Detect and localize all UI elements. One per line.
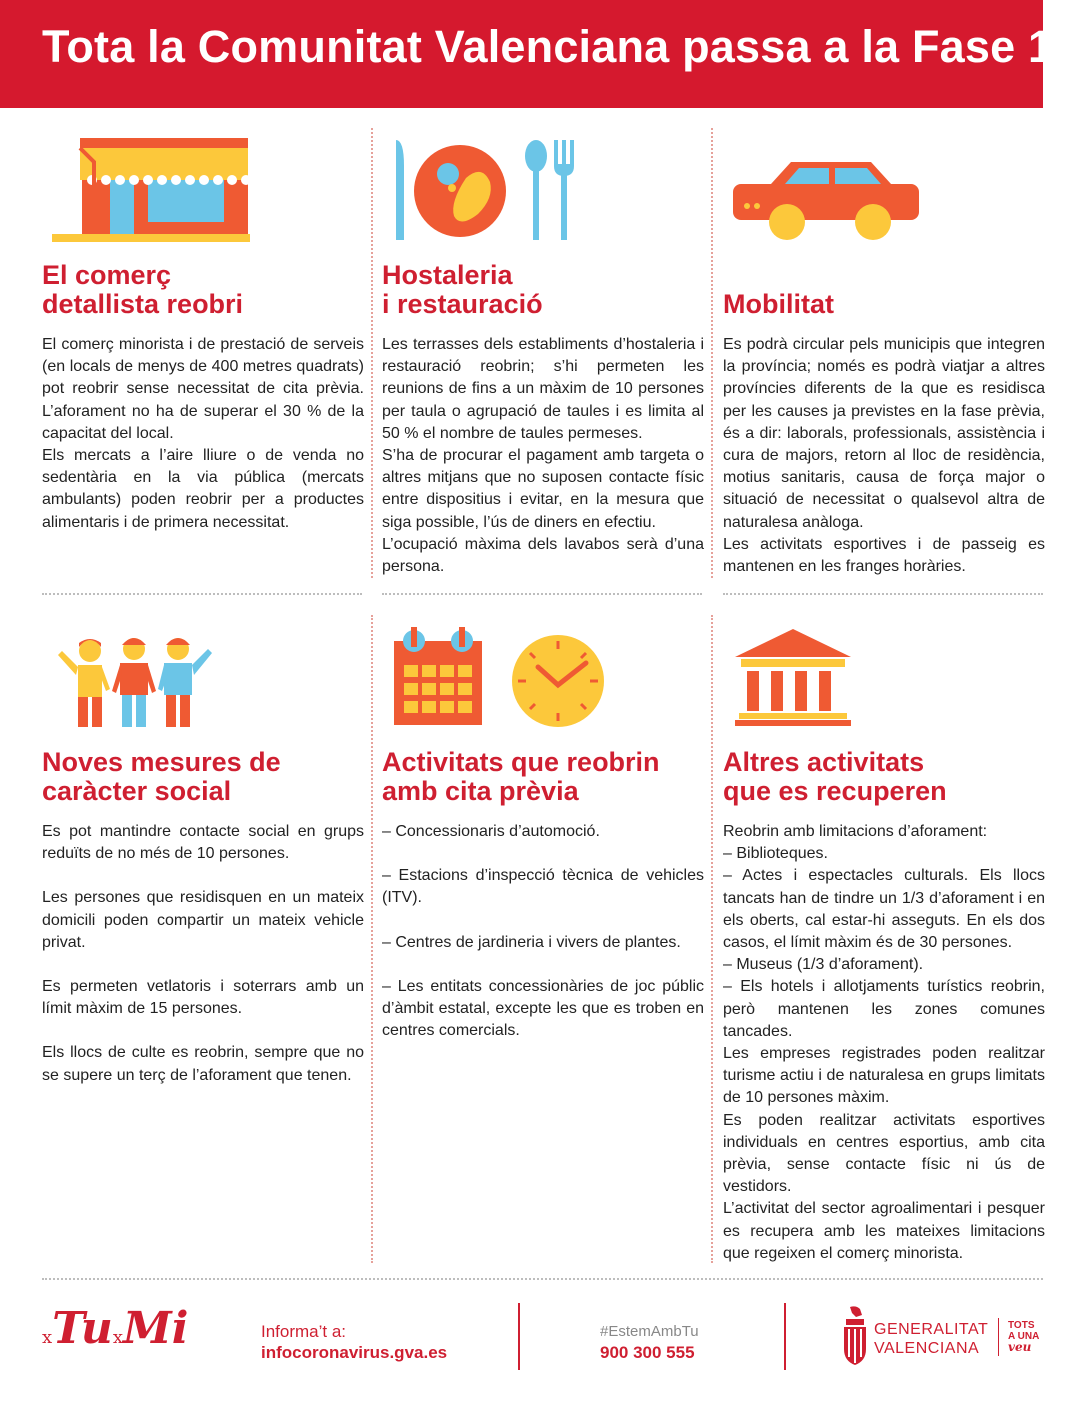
- generalitat-wordmark: [874, 1320, 988, 1358]
- row-divider: [382, 593, 702, 595]
- tots-line: TOTS: [1008, 1320, 1035, 1331]
- title-line: Altres activitats: [723, 747, 925, 777]
- gva-line: GENERALITAT: [874, 1321, 989, 1338]
- title-line: El comerç: [42, 260, 172, 290]
- paragraph: L’ocupació màxima dels lavabos serà d’una persona.: [382, 535, 704, 576]
- section-social: [42, 615, 364, 1263]
- logo-tu: Tu: [52, 1303, 113, 1354]
- paragraph: – Museus (1/3 d’aforament).: [723, 956, 924, 974]
- row-divider: [42, 593, 362, 595]
- paragraph: – Actes i espectacles culturals. Els llocs tancats han de tindre un 1/3 d’aforament i en els oberts, cal estar-hi asseguts. En els dos casos, el límit màxim és de 30 persones.: [723, 867, 1045, 952]
- title-line: Activitats que reobrin: [382, 747, 660, 777]
- title-line: Hostaleria: [382, 260, 513, 290]
- calendar-clock-icon: [390, 625, 610, 729]
- paragraph: Les empreses registrades poden realitzar turisme actiu i de naturalesa en grups limitats de 10 persones màxim.: [723, 1045, 1045, 1107]
- section-body: [42, 821, 364, 1087]
- paragraph: – Concessionaris d’automoció.: [382, 823, 600, 840]
- title-line: Noves mesures de: [42, 747, 281, 777]
- section-body: [382, 821, 704, 1042]
- paragraph: – Biblioteques.: [723, 845, 828, 863]
- title-line: Mobilitat: [723, 289, 834, 319]
- section-title: [382, 261, 704, 319]
- tots-line: veu: [1008, 1340, 1032, 1354]
- page-title: Tota la Comunitat Valenciana passa a la Fase 1: [42, 21, 1054, 72]
- car-icon: [731, 158, 921, 244]
- generalitat-crest-icon: [840, 1305, 870, 1367]
- section-body: [723, 821, 1045, 1265]
- logo-x: x: [112, 1327, 124, 1348]
- header-banner: [0, 0, 1054, 108]
- section-title: [723, 290, 1045, 319]
- column-divider: [371, 615, 373, 1263]
- phone-number[interactable]: 900 300 555: [600, 1343, 695, 1362]
- title-line: que es recuperen: [723, 776, 947, 806]
- paragraph: Les activitats esportives i de passeig es mantenen en les franges horàries.: [723, 535, 1045, 576]
- paragraph: – Centres de jardineria i vivers de plantes.: [382, 933, 681, 951]
- shop-icon: [50, 138, 255, 244]
- paragraph: Els mercats a l’aire lliure o de venda no sedentària en la via pública (mercats ambulants) poden reobrir per a productes alimentaris i de primera necessitat.: [42, 447, 364, 531]
- paragraph: Es permeten vetlatoris i soterrars amb un límit màxim de 15 persones.: [42, 978, 364, 1018]
- footer-separator: [784, 1303, 786, 1370]
- section-title: [42, 261, 364, 319]
- paragraph: Es poden realitzar activitats esportives individuals en centres esportius, amb cita prèvia, sense contacte físic ni ús de vestidors.: [723, 1111, 1045, 1196]
- column-divider: [711, 615, 713, 1263]
- info-label: Informa’t a:: [261, 1322, 347, 1341]
- title-line: detallista reobri: [42, 289, 244, 319]
- section-other-activities: [723, 615, 1045, 1263]
- section-title: [42, 748, 364, 806]
- people-group-icon: [54, 625, 214, 729]
- section-body: [42, 334, 364, 534]
- title-line: amb cita prèvia: [382, 776, 579, 806]
- paragraph: El comerç minorista i de prestació de serveis (en locals de menys de 400 metres quadrats) pot reobrir sense necessitat de cita prèvia. L’aforament no ha de superar el 30 % de la capacitat del local.: [42, 336, 364, 442]
- footer-divider: [42, 1278, 1043, 1280]
- paragraph: S’ha de procurar el pagament amb targeta o altres mitjans que no suposen contacte físic entre dispositius i evitar, en la mesura que siga possible, l’ús de diners en efectiu.: [382, 447, 704, 531]
- section-body: [382, 334, 704, 578]
- paragraph: Es podrà circular pels municipis que integren la província; només es podrà viatjar a altres províncies diferents de la que es residisca per les causes ja previstes en la fase prèvia, és a dir: laborals, professionals, assistència i cura de majors, retorn al lloc de residència, motius sanitaris, causa de força major o situació de necessitat o qualsevol altra de naturalesa anàloga.: [723, 336, 1045, 531]
- title-line: i restauració: [382, 289, 543, 319]
- logo-x: x: [42, 1327, 53, 1348]
- section-retail: [42, 128, 364, 578]
- xtuxmi-logo: [42, 1303, 188, 1354]
- section-appointment: [382, 615, 704, 1263]
- paragraph: L’activitat del sector agroalimentari i pesquer es recupera amb les mateixes limitacions que regeixen el comerç minorista.: [723, 1200, 1045, 1262]
- column-divider: [711, 128, 713, 578]
- paragraph: Les persones que residisquen en un mateix domicili poden compartir un mateix vehicle privat.: [42, 889, 364, 951]
- gva-line: VALENCIANA: [874, 1340, 980, 1357]
- title-line: caràcter social: [42, 776, 232, 806]
- paragraph: Es pot mantindre contacte social en grups reduïts de no més de 10 persones.: [42, 823, 364, 863]
- tots-a-una-veu-logo: [1008, 1320, 1039, 1353]
- paragraph: – Estacions d’inspecció tècnica de vehicles (ITV).: [382, 867, 704, 907]
- logo-mi: Mi: [123, 1303, 189, 1354]
- column-divider: [371, 128, 373, 578]
- paragraph: – Els hotels i allotjaments turístics reobrin, però mantenen les zones comunes tancades.: [723, 978, 1045, 1040]
- section-hospitality: [382, 128, 704, 578]
- section-mobility: [723, 128, 1045, 578]
- tots-line: A UNA: [1008, 1331, 1040, 1342]
- section-title: [723, 748, 1045, 806]
- row-divider: [723, 593, 1043, 595]
- section-title: [382, 748, 704, 806]
- paragraph: Els llocs de culte es reobrin, sempre que no se supere un terç de l’aforament que tenen.: [42, 1044, 364, 1084]
- paragraph: – Les entitats concessionàries de joc públic d’àmbit estatal, excepte les que es troben en centres comercials.: [382, 977, 704, 1040]
- paragraph: Les terrasses dels establiments d’hostaleria i restauració reobrin; s’hi permeten les reunions de fins a un màxim de 10 persones per taula o agrupació de taules i es limita al 50 % el nombre de taules permeses.: [382, 336, 704, 442]
- section-body: [723, 334, 1045, 578]
- footer-separator: [518, 1303, 520, 1370]
- hashtag: #EstemAmbTu: [600, 1323, 699, 1340]
- paragraph: Reobrin amb limitacions d’aforament:: [723, 823, 988, 840]
- cutlery-plate-icon: [390, 136, 580, 246]
- museum-building-icon: [733, 627, 853, 727]
- info-link[interactable]: infocoronavirus.gva.es: [261, 1343, 448, 1362]
- wordmark-divider: [998, 1318, 999, 1356]
